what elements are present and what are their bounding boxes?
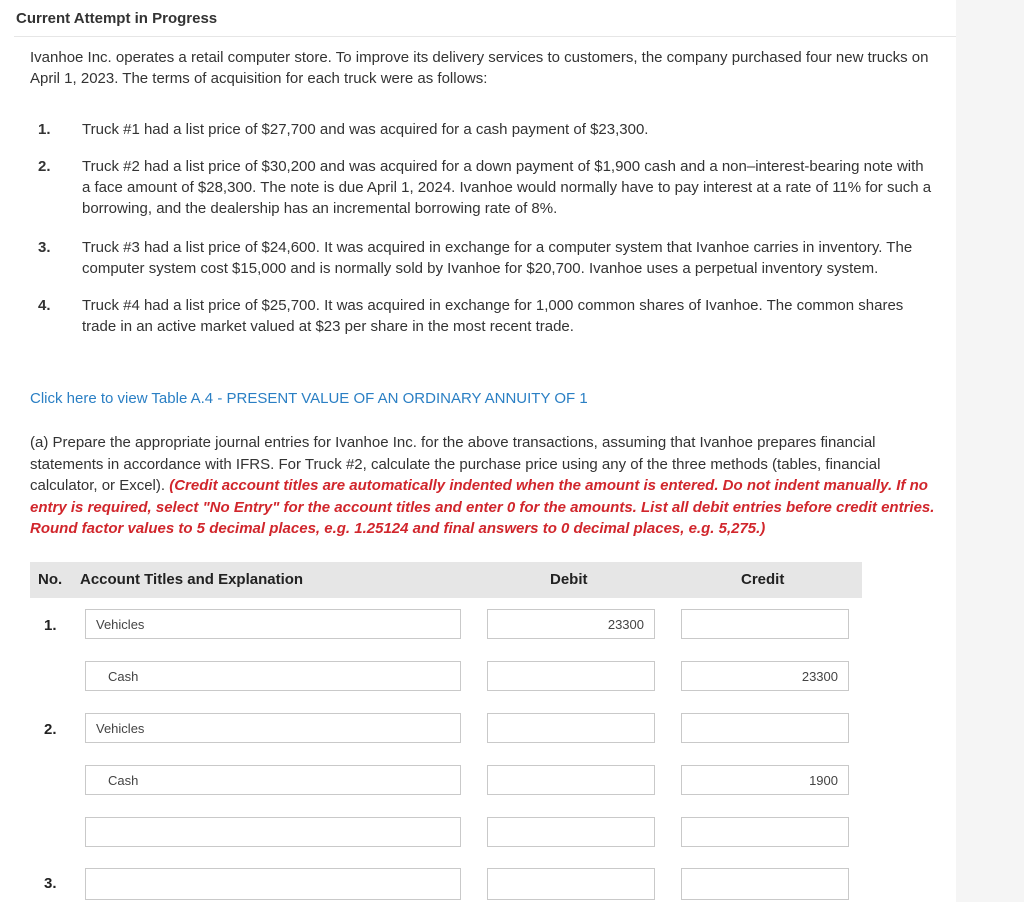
- journal-table-header: [30, 562, 862, 598]
- debit-field[interactable]: [487, 817, 655, 847]
- header-account: Account Titles and Explanation: [80, 571, 304, 588]
- account-title-field[interactable]: [85, 609, 461, 639]
- problem-intro: Ivanhoe Inc. operates a retail computer store. To improve its delivery services to customers, the company purchased four new trucks on April 1, 2023. The terms of acquisition for each truck were as follows:: [30, 49, 929, 87]
- list-item-number: 3.: [38, 239, 51, 256]
- list-item-text: Truck #3 had a list price of $24,600. It was acquired in exchange for a computer system that Ivanhoe carries in inventory. The computer system cost $15,000 and is normally sold by Ivanhoe for $20,700. Ivanhoe uses a perpetual inventory system.: [82, 239, 913, 277]
- account-title-field[interactable]: [85, 868, 461, 900]
- credit-field[interactable]: [681, 713, 849, 743]
- instructions: [30, 432, 940, 540]
- right-gutter: [956, 0, 1024, 902]
- credit-field[interactable]: [681, 765, 849, 795]
- table-a4-link[interactable]: Click here to view Table A.4 - PRESENT VALUE OF AN ORDINARY ANNUITY OF 1: [30, 390, 588, 407]
- page-title: Current Attempt in Progress: [16, 10, 218, 27]
- list-item-number: 1.: [38, 121, 51, 138]
- entry-number: 1.: [44, 617, 57, 634]
- header-divider: [14, 36, 956, 37]
- list-item-text: Truck #4 had a list price of $25,700. It was acquired in exchange for 1,000 common shares of Ivanhoe. The common shares trade in an active market valued at $23 per share in the most recent trade.: [82, 297, 904, 335]
- credit-field[interactable]: [681, 609, 849, 639]
- debit-field[interactable]: [487, 713, 655, 743]
- credit-field[interactable]: [681, 661, 849, 691]
- account-title-field[interactable]: [85, 713, 461, 743]
- entry-number: 3.: [44, 875, 57, 892]
- header-no: No.: [38, 571, 63, 588]
- debit-field[interactable]: [487, 609, 655, 639]
- debit-field[interactable]: [487, 765, 655, 795]
- instructions-warning: (Credit account titles are automatically indented when the amount is entered. Do not indent manually. If no entry is required, select "No Entry" for the account titles and enter 0 for the amounts. List all debit entries before credit entries. Round factor values to 5 decimal places, e.g. 1.25124 and final answers to 0 decimal places, e.g. 5,275.): [30, 477, 935, 537]
- account-title-field[interactable]: [85, 661, 461, 691]
- debit-field[interactable]: [487, 868, 655, 900]
- debit-field[interactable]: [487, 661, 655, 691]
- list-item-text: Truck #1 had a list price of $27,700 and was acquired for a cash payment of $23,300.: [82, 121, 649, 138]
- list-item-text: Truck #2 had a list price of $30,200 and was acquired for a down payment of $1,900 cash and a non–interest-bearing note with a face amount of $28,300. The note is due April 1, 2024. Ivanhoe would normally have to pay interest at a rate of 11% for such a borrowing, and the dealership has an incremental borrowing rate of 8%.: [82, 158, 932, 217]
- account-title-field[interactable]: [85, 765, 461, 795]
- header-credit: Credit: [741, 571, 785, 588]
- entry-number: 2.: [44, 721, 57, 738]
- list-item-number: 2.: [38, 158, 51, 175]
- list-item-number: 4.: [38, 297, 51, 314]
- header-debit: Debit: [550, 571, 588, 588]
- account-title-field[interactable]: [85, 817, 461, 847]
- credit-field[interactable]: [681, 817, 849, 847]
- credit-field[interactable]: [681, 868, 849, 900]
- instructions-text: (a) Prepare the appropriate journal entries for Ivanhoe Inc. for the above transactions, assuming that Ivanhoe prepares financial statements in accordance with IFRS. For Truck #2, calculate the purchase price using any of the three methods (tables, financial calculator, or Excel).: [30, 434, 881, 494]
